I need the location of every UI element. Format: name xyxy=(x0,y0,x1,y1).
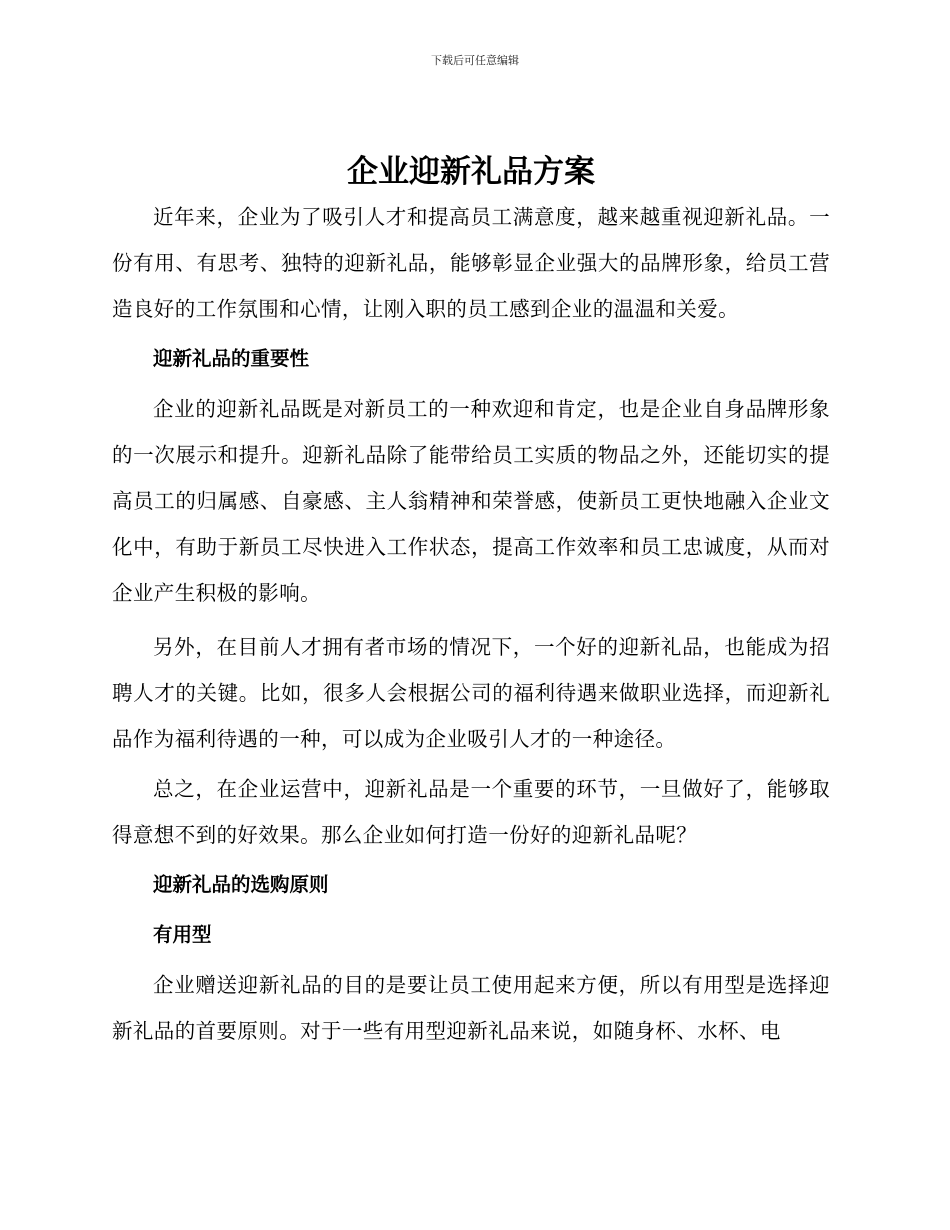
document-body xyxy=(112,150,830,1054)
section-heading-principles: 迎新礼品的选购原则 xyxy=(152,873,329,896)
spacer xyxy=(112,616,830,624)
intro-paragraph: 近年来，企业为了吸引人才和提高员工满意度，越来越重视迎新礼品。一份有用、有思考、独特的迎新礼品，能够彰显企业强大的品牌形象，给员工营造良好的工作氛围和心情，让刚入职的员工感到企业的温温和关爱。 xyxy=(112,205,830,321)
subheading-useful-type: 有用型 xyxy=(152,923,212,946)
document-title: 企业迎新礼品方案 xyxy=(347,154,595,190)
header-note: 下载后可任意编辑 xyxy=(431,54,519,67)
section-heading-importance: 迎新礼品的重要性 xyxy=(152,347,309,370)
importance-paragraph-2: 另外，在目前人才拥有者市场的情况下，一个好的迎新礼品，也能成为招聘人才的关键。比如，很多人会根据公司的福利待遇来做职业选择，而迎新礼品作为福利待遇的一种，可以成为企业吸引人才的一种途径。 xyxy=(112,635,830,751)
principles-paragraph: 企业赠送迎新礼品的目的是要让员工使用起来方便，所以有用型是选择迎新礼品的首要原则。对于一些有用型迎新礼品来说，如随身杯、水杯、电 xyxy=(112,973,830,1043)
importance-paragraph-1: 企业的迎新礼品既是对新员工的一种欢迎和肯定，也是企业自身品牌形象的一次展示和提升。迎新礼品除了能带给员工实质的物品之外，还能切实的提高员工的归属感、自豪感、主人翁精神和荣誉感，使新员工更快地融入企业文化中，有助于新员工尽快进入工作状态，提高工作效率和员工忠诚度，从而对企业产生积极的影响。 xyxy=(112,397,830,605)
importance-paragraph-3: 总之，在企业运营中，迎新礼品是一个重要的环节，一旦做好了，能够取得意想不到的好效果。那么企业如何打造一份好的迎新礼品呢？ xyxy=(112,777,830,847)
